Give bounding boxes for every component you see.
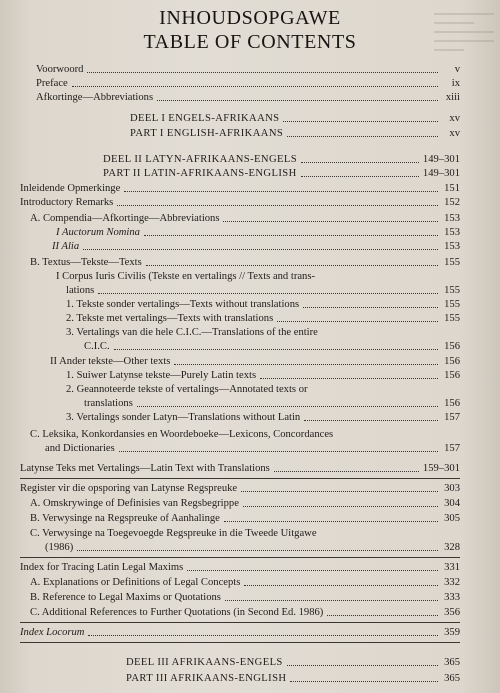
toc-entry-deel-ii: DEEL II LATYN-AFRIKAANS-ENGELS 149–301	[103, 154, 460, 165]
toc-entry-corpus-iuris: I Corpus Iuris Civilis (Tekste en vertalings // Texts and trans-	[56, 271, 316, 282]
toc-entry-purely-latin: 1. Suiwer Latynse tekste—Purely Latin texts 156	[66, 370, 460, 381]
toc-entry-auctorum: I Auctorum Nomina 153	[56, 227, 460, 238]
toc-entry-idx-b: B. Reference to Legal Maxims or Quotations 333	[30, 592, 460, 603]
toc-entry-index-maxims: Index for Tracing Latin Legal Maxims 331	[20, 562, 460, 573]
toc-entry-textus: B. Textus—Tekste—Texts 155	[30, 257, 460, 268]
toc-entry-compendia: A. Compendia—Afkortinge—Abbreviations 153	[30, 213, 460, 224]
divider-rule	[20, 557, 460, 558]
title-afrikaans: INHOUDSOPGAWE	[159, 7, 341, 29]
toc-entry-idx-a: A. Explanations or Definitions of Legal Concepts 332	[30, 577, 460, 588]
title-english: TABLE OF CONTENTS	[143, 31, 357, 53]
toc-entry-other-texts: II Ander tekste—Other texts 156	[50, 356, 460, 367]
toc-entry-reg-b: B. Verwysinge na Regspreuke of Aanhalinge 305	[30, 513, 460, 524]
divider-rule	[20, 642, 460, 643]
toc-entry-deel-iii: DEEL III AFRIKAANS-ENGELS 365	[126, 657, 460, 668]
toc-entry-texts-without: 1. Tekste sonder vertalings—Texts without translations 155	[66, 299, 460, 310]
toc-entry-part-iii: PART III AFRIKAANS-ENGLISH 365	[126, 673, 460, 684]
toc-entry-idx-c: C. Additional References to Further Quotations (in Second Ed. 1986) 356	[30, 607, 460, 618]
toc-entry-reg-c: C. Verwysinge na Toegevoegde Regspreuke in die Tweede Uitgawe	[30, 528, 317, 539]
divider-rule	[20, 622, 460, 623]
toc-entry-introductory: Introductory Remarks 152	[20, 197, 460, 208]
toc-entry-part-i: PART I ENGLISH-AFRIKAANS xv	[130, 128, 460, 139]
toc-entry-preface: Preface ix	[36, 78, 460, 89]
toc-entry-abbreviations: Afkortinge—Abbreviations xiii	[36, 92, 460, 103]
toc-entry-deel-i: DEEL I ENGELS-AFRIKAANS xv	[130, 113, 460, 124]
toc-entry-annotated: 2. Geannoteerde tekste of vertalings—Annotated texts or	[66, 384, 308, 395]
toc-entry-vertalings-cic: 3. Vertalings van die hele C.I.C.—Translations of the entire	[66, 327, 318, 338]
toc-entry-part-ii: PART II LATIN-AFRIKAANS-ENGLISH 149–301	[103, 168, 460, 179]
toc-entry-vertalings-cic-cont: C.I.C. 156	[84, 341, 460, 352]
toc-entry-inleidende: Inleidende Opmerkinge 151	[20, 183, 460, 194]
toc-entry-reg-c-cont: (1986) 328	[45, 542, 460, 553]
toc-entry-without-latin: 3. Vertalings sonder Latyn—Translations without Latin 157	[66, 412, 460, 423]
toc-entry-voorwoord: Voorwoord v	[36, 64, 460, 75]
toc-entry-latynse-teks: Latynse Teks met Vertalings—Latin Text with Translations 159–301	[20, 463, 460, 474]
toc-entry-index-locorum: Index Locorum 359	[20, 627, 460, 638]
toc-entry-alia: II Alia 153	[52, 241, 460, 252]
toc-entry-leksika-cont: and Dictionaries 157	[45, 443, 460, 454]
toc-entry-texts-with: 2. Tekste met vertalings—Texts with translations 155	[66, 313, 460, 324]
toc-entry-reg-a: A. Omskrywinge of Definisies van Regsbegrippe 304	[30, 498, 460, 509]
toc-entry-leksika: C. Leksika, Konkordansies en Woordeboeke—Lexicons, Concordances	[30, 429, 334, 440]
toc-entry-annotated-cont: translations 156	[84, 398, 460, 409]
toc-entry-register: Register vir die opsporing van Latynse Regspreuke 303	[20, 483, 460, 494]
toc-entry-corpus-iuris-cont: lations 155	[66, 285, 460, 296]
divider-rule	[20, 478, 460, 479]
